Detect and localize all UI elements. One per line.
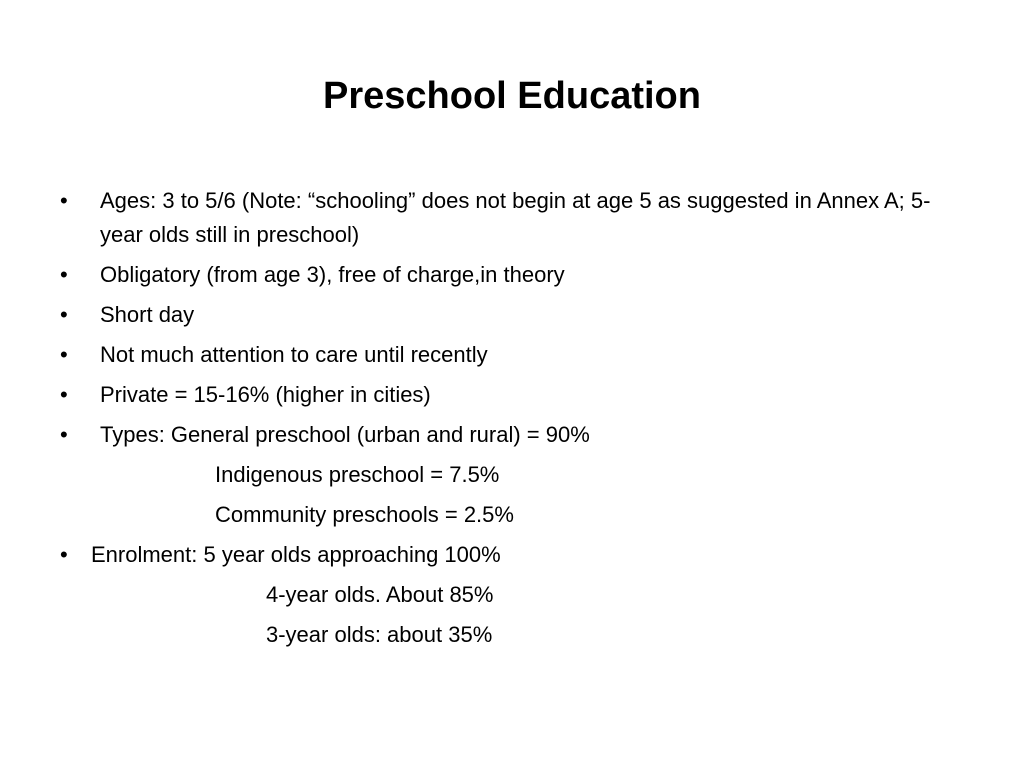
list-item-enrolment xyxy=(60,538,960,572)
list-item-short-day xyxy=(60,298,960,332)
bullet-icon: • xyxy=(60,342,68,367)
list-item-text: Private = 15-16% (higher in cities) xyxy=(100,382,431,407)
list-item-types xyxy=(60,418,960,452)
bullet-icon: • xyxy=(60,422,68,447)
types-sub-community: Community preschools = 2.5% xyxy=(215,502,514,527)
bullet-icon: • xyxy=(60,542,68,567)
list-item-text: Obligatory (from age 3), free of charge,in theory xyxy=(100,262,565,287)
bullet-list xyxy=(60,184,960,652)
enrolment-sub-3-year: 3-year olds: about 35% xyxy=(266,622,493,647)
list-item-ages xyxy=(60,184,960,252)
bullet-icon: • xyxy=(60,382,68,407)
list-item-obligatory xyxy=(60,258,960,292)
list-item-text: Ages: 3 to 5/6 (Note: “schooling” does not begin at age 5 as suggested in Annex A; 5-year olds still in preschool) xyxy=(100,188,931,247)
bullet-icon: • xyxy=(60,188,68,213)
list-item-care xyxy=(60,338,960,372)
bullet-icon: • xyxy=(60,262,68,287)
list-item-text: Enrolment: 5 year olds approaching 100% xyxy=(91,542,501,567)
list-item-text: Short day xyxy=(100,302,195,327)
list-item-private xyxy=(60,378,960,412)
bullet-icon: • xyxy=(60,302,68,327)
slide-title: Preschool Education xyxy=(323,75,701,117)
enrolment-sub-4-year: 4-year olds. About 85% xyxy=(266,582,494,607)
list-item-text: Types: General preschool (urban and rural) = 90% xyxy=(100,422,590,447)
types-sub-indigenous: Indigenous preschool = 7.5% xyxy=(215,462,500,487)
list-item-text: Not much attention to care until recently xyxy=(100,342,488,367)
